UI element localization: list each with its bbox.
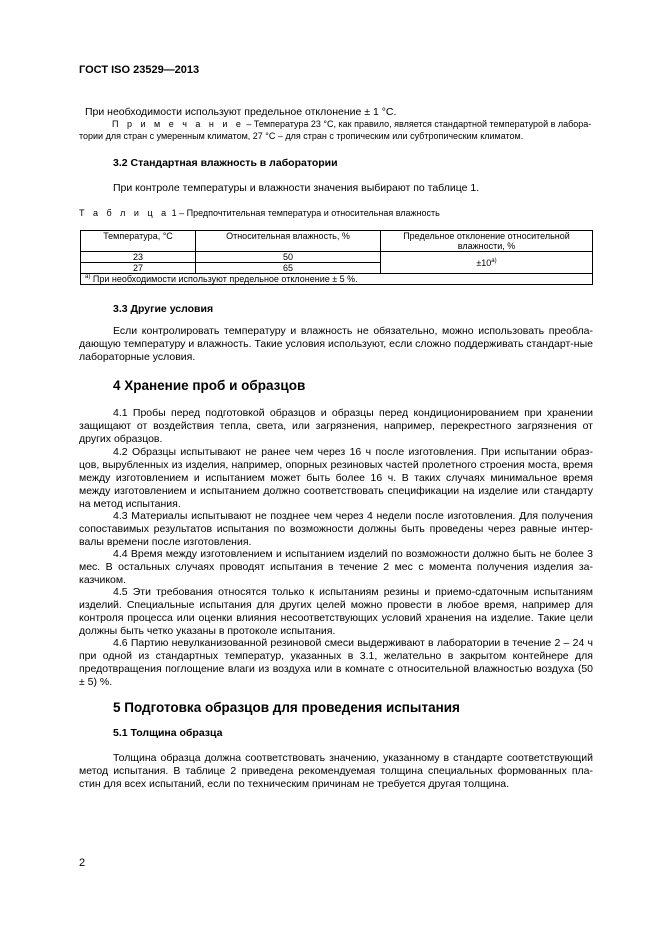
cell-temp-1: 23 — [81, 252, 196, 263]
paragraph-4-3: 4.3 Материалы испытывают не позднее чем через 4 недели после изготовления. Для получения сопоставимых результатов испытания по возможности должны быть проведены через равные интер-валы времени после изготовления. — [79, 510, 593, 548]
table1-caption — [79, 207, 599, 219]
paragraph-4-4: 4.4 Время между изготовлением и испытанием изделий по возможности должно быть не более 3 мес. В остальных случаях проводят испытания в течение 2 мес с момента получения изделия за-казчиком. — [79, 548, 593, 586]
paragraph-5-1: Толщина образца должна соответствовать значению, указанному в стандарте соответствующий метод испытания. В таблице 2 приведена рекомендуемая толщина специальных формованных пла-стин для всех испытаний, если по техническим причинам не требуется другая толщина. — [79, 752, 593, 790]
cell-tolerance — [381, 252, 593, 274]
section-5-1-heading: 5.1 Толщина образца — [113, 727, 223, 739]
table-footnote-row — [81, 274, 593, 285]
section-3-3-text: Если контролировать температуру и влажность не обязательно, можно использовать преобла-дающую температуру и влажность. Такие условия используют, если сложно поддерживать стандарт-ные лабораторные условия. — [79, 325, 593, 363]
paragraph-4-1: 4.1 Пробы перед подготовкой образцов и образцы перед кондиционированием при хранении защищают от воздействия тепла, света, или загрязнения, например, перекрестного загрязнения от других образцов. — [79, 407, 593, 445]
note-line-2: тории для стран с умеренным климатом, 27 °С – для стран с тропическим или субтропическим климатом. — [79, 131, 524, 141]
section-5-heading: 5 Подготовка образцов для проведения испытания — [113, 700, 460, 715]
header-humidity: Относительная влажность, % — [196, 231, 381, 252]
section-3-2-heading: 3.2 Стандартная влажность в лаборатории — [113, 157, 338, 169]
note-line-1 — [112, 118, 592, 130]
table-1 — [80, 230, 593, 285]
cell-temp-2: 27 — [81, 263, 196, 274]
tolerance-line: При необходимости используют предельное отклонение ± 1 °С. — [85, 106, 397, 118]
section-4-heading: 4 Хранение проб и образцов — [113, 378, 306, 393]
document-header: ГОСТ ISO 23529—2013 — [79, 64, 200, 76]
paragraph-4-5: 4.5 Эти требования относятся только к испытаниям резины и приемо-сдаточным испытаниям изделий. Специальные испытания для других целей можно провести в любое время, например для контроля процесса или оценки влияния несоответствующих условий хранения на изделие. Такие цели должны быть четко указаны в протоколе испытания. — [79, 586, 593, 637]
table-row — [81, 252, 593, 263]
section-3-2-text: При контроле температуры и влажности значения выбирают по таблице 1. — [113, 182, 480, 194]
section-3-3-heading: 3.3 Другие условия — [113, 303, 214, 315]
paragraph-4-6: 4.6 Партию невулканизованной резиновой смеси выдерживают в лаборатории в течение 2 – 24 ч при одной из стандартных температур, указанных в 3.1, желательно в закрытом контейнере для предотвращения поглощение влаги из воздуха или в комнате с относительной влажностью воздуха (50 ± 5) %. — [79, 637, 593, 688]
footnote-text: При необходимости используют предельное отклонение ± 5 %. — [90, 274, 358, 284]
header-tolerance: Предельное отклонение относительной влажности, % — [381, 231, 593, 252]
table1-caption-label: Т а б л и ц а — [79, 208, 170, 218]
note-label: П р и м е ч а н и е — [112, 119, 244, 129]
paragraph-4-2: 4.2 Образцы испытывают не ранее чем через 16 ч после изготовления. При испытании образ-цов, вырубленных из изделия, например, опорных резиновых частей пролетного строения моста, время между изготовлением и испытанием может быть более 16 ч. В таких случаях минимальное время между изготовлением и испытанием должно соответствовать спецификации на изделие или стандарту на метод испытания. — [79, 446, 593, 510]
table-footnote — [81, 274, 593, 285]
cell-humidity-1: 50 — [196, 252, 381, 263]
footnote-mark: а) — [85, 274, 91, 280]
header-temperature: Температура, °С — [81, 231, 196, 252]
table1-caption-text: 1 – Предпочтительная температура и относительная влажность — [169, 208, 440, 218]
table-header-row — [81, 231, 593, 252]
tolerance-value: ±10 — [476, 257, 492, 268]
page-number: 2 — [79, 857, 86, 869]
tolerance-footnote-mark: а) — [491, 257, 497, 264]
cell-humidity-2: 65 — [196, 263, 381, 274]
note-text-1: – Температура 23 °С, как правило, является стандартной температурой в лабора- — [243, 119, 592, 129]
